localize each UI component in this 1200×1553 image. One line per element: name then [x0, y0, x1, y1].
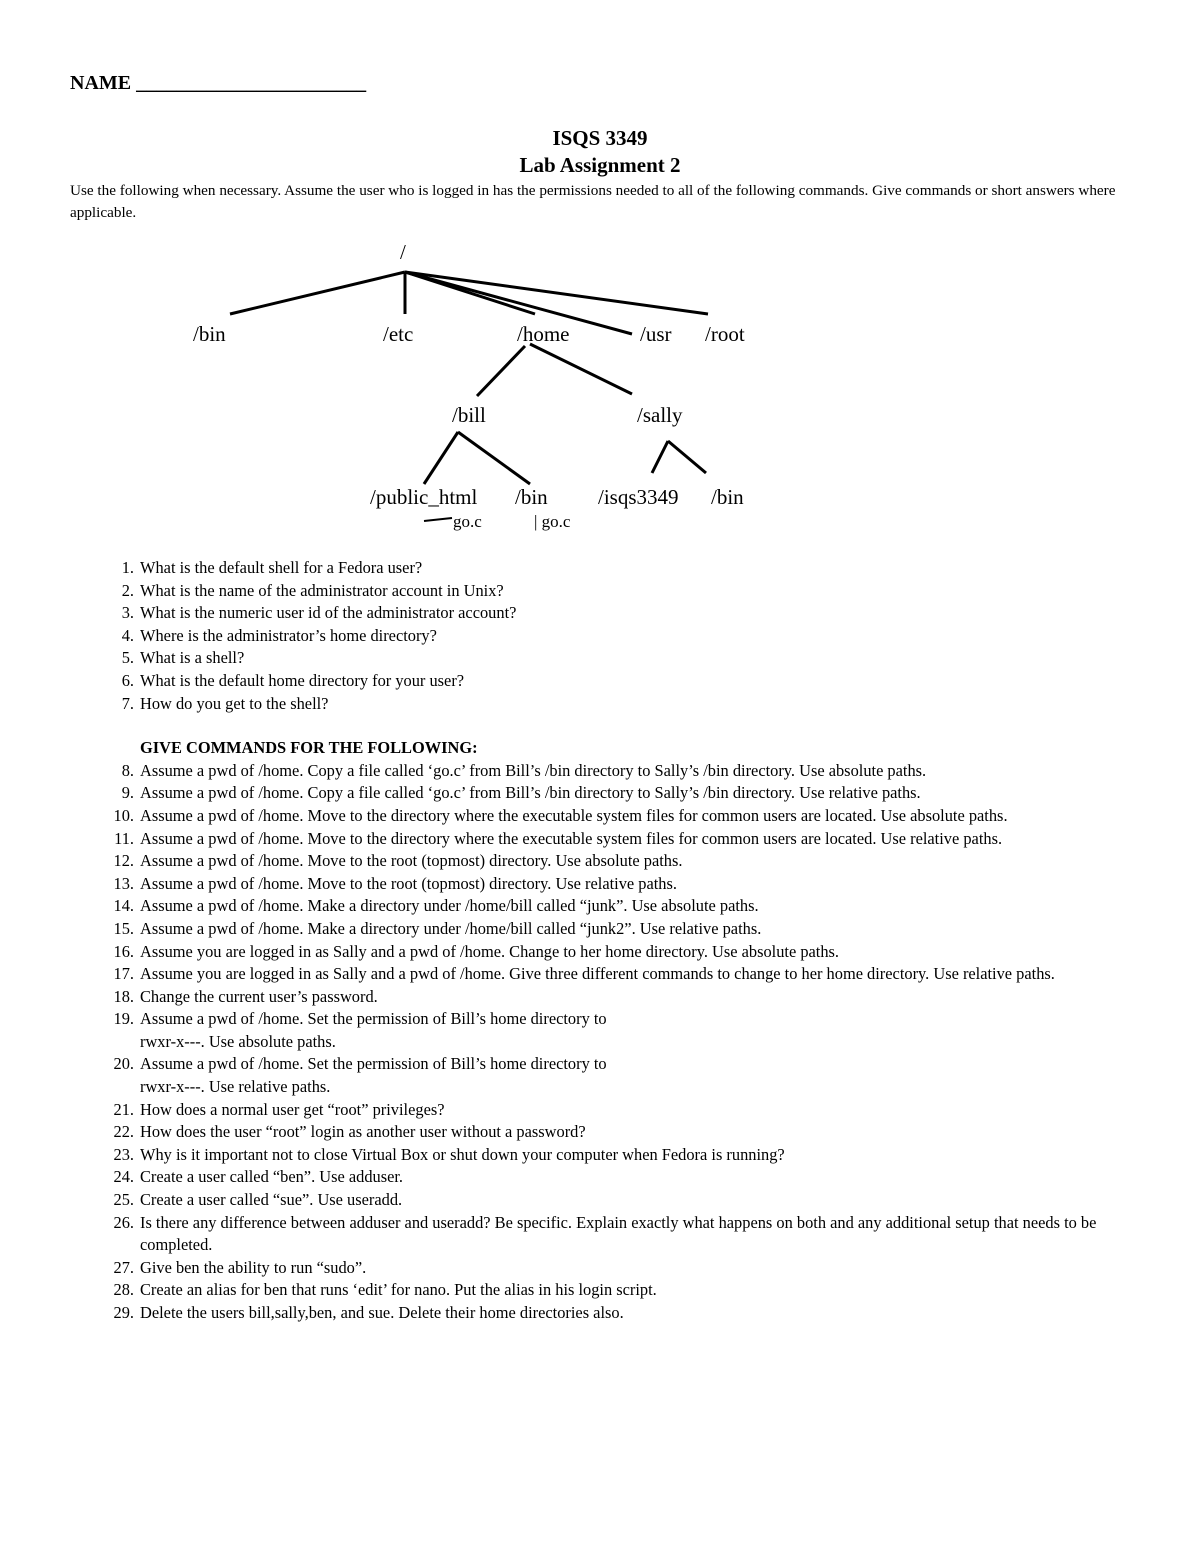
- tree-node-root-dir: /root: [705, 322, 745, 346]
- tree-node-sally: /sally: [637, 403, 683, 427]
- instructions: Use the following when necessary. Assume the user who is logged in has the permissions needed to all of the following commands. Give commands or short answers where applicable.: [70, 182, 1116, 221]
- question-item: 4. Where is the administrator’s home directory?: [121, 625, 437, 645]
- edge-sally-isqs: [652, 441, 668, 473]
- question-item: 16. Assume you are logged in as Sally and a pwd of /home. Change to her home directory. Use absolute paths.: [113, 941, 840, 961]
- question-item: 23. Why is it important not to close Virtual Box or shut down your computer when Fedora is running?: [113, 1144, 785, 1164]
- question-item: 28. Create an alias for ben that runs ‘edit’ for nano. Put the alias in his login script.: [113, 1280, 657, 1300]
- question-item: 27. Give ben the ability to run “sudo”.: [113, 1257, 367, 1277]
- question-continuation: rwxr-x---. Use absolute paths.: [140, 1031, 336, 1051]
- question-item: 18. Change the current user’s password.: [113, 986, 378, 1006]
- question-item: 3. What is the numeric user id of the administrator account?: [121, 603, 517, 623]
- name-blank: _______________________: [136, 72, 367, 94]
- edge-home-bill: [477, 346, 525, 396]
- edge-bill-bin: [458, 432, 530, 484]
- course-code: ISQS 3349: [552, 126, 648, 150]
- tree-node-sally-bin: /bin: [711, 485, 744, 509]
- tree-node-bin: /bin: [193, 322, 226, 346]
- question-list: [113, 557, 1140, 1325]
- tree-node-bill: /bill: [452, 403, 486, 427]
- question-item: 1. What is the default shell for a Fedora user?: [121, 558, 423, 577]
- question-item: 14. Assume a pwd of /home. Make a directory under /home/bill called “junk”. Use absolute paths.: [113, 896, 759, 916]
- question-continuation: rwxr-x---. Use relative paths.: [140, 1077, 331, 1097]
- question-item: 19. Assume a pwd of /home. Set the permission of Bill’s home directory to: [113, 1009, 607, 1029]
- question-item: 13. Assume a pwd of /home. Move to the root (topmost) directory. Use relative paths.: [113, 873, 677, 893]
- question-item: 25. Create a user called “sue”. Use useradd.: [113, 1190, 403, 1210]
- question-item: 9. Assume a pwd of /home. Copy a file called ‘go.c’ from Bill’s /bin directory to Sally’s /bin directory. Use relative paths.: [121, 783, 921, 803]
- question-item: 22. How does the user “root” login as another user without a password?: [113, 1122, 586, 1142]
- assignment-title: Lab Assignment 2: [519, 153, 681, 177]
- section-heading: GIVE COMMANDS FOR THE FOLLOWING:: [140, 738, 478, 758]
- tree-node-usr: /usr: [640, 322, 672, 346]
- question-item: 15. Assume a pwd of /home. Make a directory under /home/bill called “junk2”. Use relative paths.: [113, 918, 762, 938]
- tree-node-bill-bin: /bin: [515, 485, 548, 509]
- go-c-dash: [424, 518, 452, 521]
- question-item: 26. Is there any difference between adduser and useradd? Be specific. Explain exactly what happens on both and any additional setup that needs to be completed.: [113, 1212, 1097, 1255]
- question-item: 20. Assume a pwd of /home. Set the permission of Bill’s home directory to: [113, 1054, 607, 1074]
- file-go-c-public: go.c: [453, 512, 482, 531]
- edge-root-bin: [230, 272, 405, 314]
- question-item: 2. What is the name of the administrator account in Unix?: [121, 580, 504, 600]
- question-item: 29. Delete the users bill,sally,ben, and sue. Delete their home directories also.: [113, 1303, 624, 1322]
- edge-sally-bin: [668, 441, 706, 473]
- name-label: NAME: [70, 72, 132, 94]
- question-item: 24. Create a user called “ben”. Use adduser.: [113, 1167, 404, 1187]
- edge-home-sally: [530, 344, 632, 394]
- question-item: 12. Assume a pwd of /home. Move to the root (topmost) directory. Use absolute paths.: [113, 851, 683, 871]
- question-item: 11. Assume a pwd of /home. Move to the directory where the executable system files for common users are located. Use relative paths.: [114, 828, 1003, 848]
- tree-node-root: /: [400, 240, 406, 264]
- question-item: 8. Assume a pwd of /home. Copy a file called ‘go.c’ from Bill’s /bin directory to Sally’s /bin directory. Use absolute paths.: [121, 760, 927, 780]
- question-item: 21. How does a normal user get “root” privileges?: [113, 1099, 445, 1119]
- directory-tree-diagram: [0, 0, 1200, 560]
- file-go-c-bin: | go.c: [534, 512, 571, 531]
- edge-bill-public: [424, 432, 458, 484]
- tree-node-isqs3349: /isqs3349: [598, 485, 679, 509]
- tree-node-public-html: /public_html: [370, 485, 478, 509]
- tree-node-etc: /etc: [383, 322, 414, 346]
- question-item: 6. What is the default home directory for your user?: [121, 670, 465, 690]
- question-item: 17. Assume you are logged in as Sally and a pwd of /home. Give three different commands to change to her home directory. Use relative paths.: [113, 964, 1055, 984]
- question-item: 7. How do you get to the shell?: [121, 693, 329, 713]
- question-item: 10. Assume a pwd of /home. Move to the directory where the executable system files for common users are located. Use absolute paths.: [113, 805, 1008, 825]
- edge-root-root: [405, 272, 708, 314]
- tree-node-home: /home: [517, 322, 570, 346]
- question-item: 5. What is a shell?: [121, 648, 245, 668]
